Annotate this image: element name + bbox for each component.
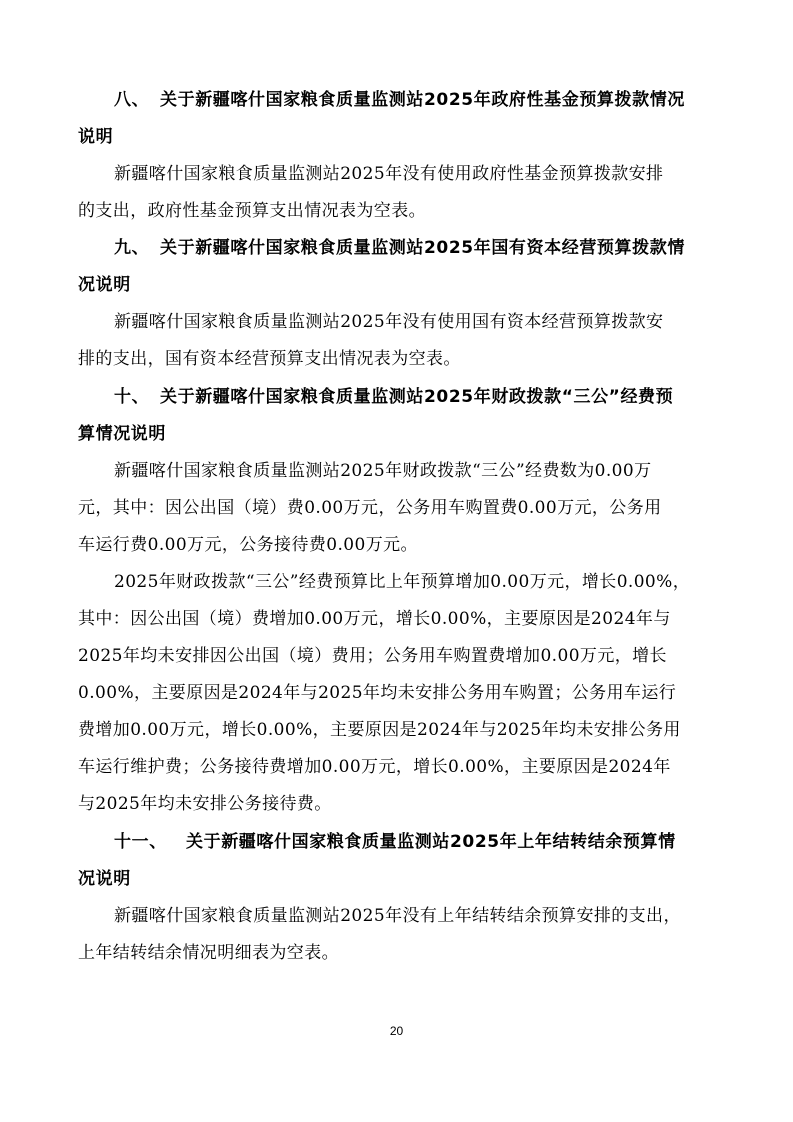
paragraph-line: 上年结转结余情况明细表为空表。 <box>78 943 339 963</box>
page-number: 20 <box>389 1024 404 1038</box>
paragraph-line: 新疆喀什国家粮食质量监测站2025年财政拨款“三公”经费数为0.00万 <box>114 461 652 481</box>
section-number: 八、 <box>114 90 150 110</box>
section-heading-continuation: 算情况说明 <box>78 424 166 444</box>
paragraph-line: 其中：因公出国（境）费增加0.00万元，增长0.00%，主要原因是2024年与 <box>78 609 671 629</box>
section-heading-9 <box>114 236 685 260</box>
paragraph-line: 新疆喀什国家粮食质量监测站2025年没有上年结转结余预算安排的支出， <box>114 906 681 926</box>
paragraph-line: 2025年均未安排因公出国（境）费用；公务用车购置费增加0.00万元，增长 <box>78 646 667 666</box>
paragraph-line: 排的支出，国有资本经营预算支出情况表为空表。 <box>78 349 461 369</box>
section-heading-continuation: 说明 <box>78 127 114 147</box>
section-heading-continuation: 况说明 <box>78 275 131 295</box>
paragraph-line: 车运行费0.00万元，公务接待费0.00万元。 <box>78 535 418 555</box>
section-number: 十一、 <box>114 832 167 852</box>
section-heading-11 <box>114 830 676 854</box>
section-heading-10 <box>114 385 673 409</box>
paragraph-line: 0.00%，主要原因是2024年与2025年均未安排公务用车购置；公务用车运行 <box>78 683 677 703</box>
section-number: 九、 <box>114 238 150 258</box>
section-title: 关于新疆喀什国家粮食质量监测站2025年政府性基金预算拨款情况 <box>160 90 685 110</box>
paragraph-line: 费增加0.00万元，增长0.00%，主要原因是2024年与2025年均未安排公务用 <box>78 720 681 740</box>
section-heading-continuation: 况说明 <box>78 869 131 889</box>
paragraph-line: 元，其中：因公出国（境）费0.00万元，公务用车购置费0.00万元，公务用 <box>78 498 662 518</box>
section-title: 关于新疆喀什国家粮食质量监测站2025年财政拨款“三公”经费预 <box>160 387 674 407</box>
paragraph-line: 的支出，政府性基金预算支出情况表为空表。 <box>78 201 426 221</box>
section-number: 十、 <box>114 387 150 407</box>
paragraph-line: 2025年财政拨款“三公”经费预算比上年预算增加0.00万元，增长0.00%， <box>114 572 691 592</box>
section-heading-8 <box>114 88 685 112</box>
paragraph-line: 与2025年均未安排公务接待费。 <box>78 794 332 814</box>
paragraph-line: 新疆喀什国家粮食质量监测站2025年没有使用政府性基金预算拨款安排 <box>114 164 664 184</box>
section-title: 关于新疆喀什国家粮食质量监测站2025年国有资本经营预算拨款情 <box>160 238 685 258</box>
section-title: 关于新疆喀什国家粮食质量监测站2025年上年结转结余预算情 <box>186 832 676 852</box>
paragraph-line: 车运行维护费；公务接待费增加0.00万元，增长0.00%，主要原因是2024年 <box>78 757 671 777</box>
paragraph-line: 新疆喀什国家粮食质量监测站2025年没有使用国有资本经营预算拨款安 <box>114 312 664 332</box>
